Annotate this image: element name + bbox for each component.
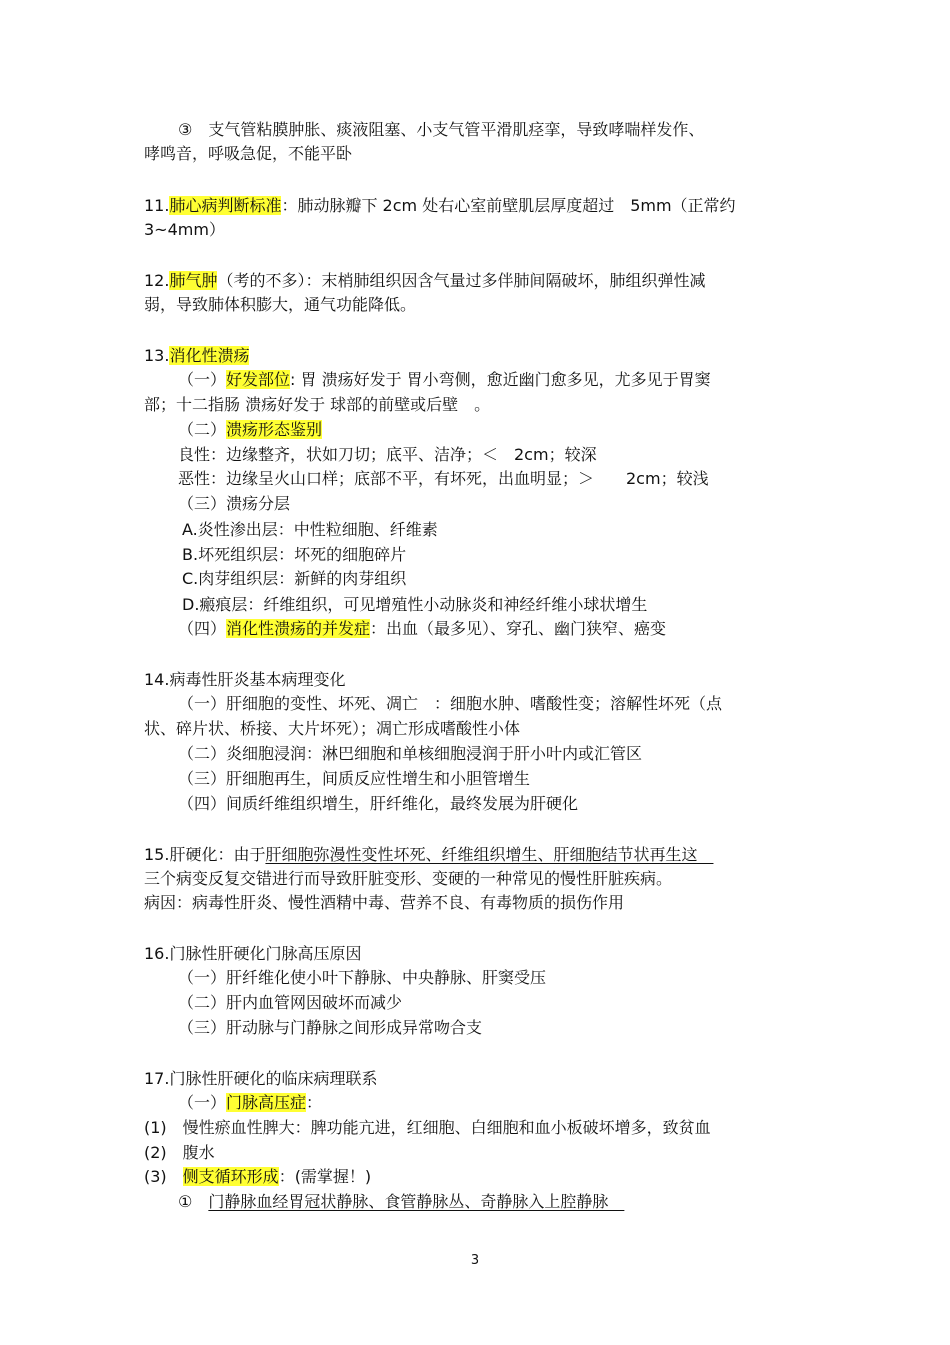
- underlined-text: 门静脉血经胃冠状静脉、食管静脉丛、奇静脉入上腔静脉: [208, 1192, 625, 1211]
- section-11: 11.肺心病判断标准：肺动脉瓣下 2cm 处右心室前壁肌层厚度超过 5mm（正常约: [144, 196, 736, 215]
- section-13-title: 13.消化性溃疡: [144, 346, 250, 365]
- text-line: (3) 侧支循环形成：(需掌握！): [144, 1167, 372, 1186]
- section-16-title: 16.门脉性肝硬化门脉高压原因: [144, 944, 362, 963]
- section-17-title: 17.门脉性肝硬化的临床病理联系: [144, 1069, 378, 1088]
- text-line: A.炎性渗出层：中性粒细胞、纤维素: [182, 520, 438, 539]
- text-line: 三个病变反复交错进行而导致肝脏变形、变硬的一种常见的慢性肝脏疾病。: [144, 869, 673, 888]
- highlight: 溃疡形态鉴别: [226, 420, 323, 439]
- highlight: 好发部位: [226, 370, 291, 389]
- highlight: 侧支循环形成: [182, 1167, 279, 1186]
- text-line: （一）肝纤维化使小叶下静脉、中央静脉、肝窦受压: [178, 968, 547, 987]
- text-line: 恶性：边缘呈火山口样；底部不平，有坏死，出血明显；＞ 2cm；较浅: [178, 469, 709, 488]
- section-14-title: 14.病毒性肝炎基本病理变化: [144, 670, 346, 689]
- section-15: 15.肝硬化：由于肝细胞弥漫性变性坏死、纤维组织增生、肝细胞结节状再生这: [144, 845, 714, 864]
- text-line: （一）好发部位: 胃 溃疡好发于 胃小弯侧，愈近幽门愈多见，尤多见于胃窦: [178, 370, 711, 389]
- text-line: （三）溃疡分层: [178, 494, 291, 513]
- text-line: C.肉芽组织层：新鲜的肉芽组织: [182, 569, 407, 588]
- underlined-text: 肝细胞弥漫性变性坏死、纤维组织增生、肝细胞结节状再生这: [265, 845, 714, 864]
- text-line: （一）肝细胞的变性、坏死、凋亡 ：细胞水肿、嗜酸性变；溶解性坏死（点: [178, 694, 723, 713]
- text-line: 哮鸣音，呼吸急促，不能平卧: [144, 144, 353, 163]
- text-line: （三）肝细胞再生，间质反应性增生和小胆管增生: [178, 769, 531, 788]
- highlight: 肺气肿: [169, 271, 218, 290]
- section-12: 12.肺气肿（考的不多）：末梢肺组织因含气量过多伴肺间隔破坏，肺组织弹性减: [144, 271, 706, 290]
- text-line: 3~4mm）: [144, 220, 225, 239]
- text-line: （二）肝内血管网因破坏而减少: [178, 993, 403, 1012]
- page-number: 3: [470, 1253, 480, 1268]
- text-line: 状、碎片状、桥接、大片坏死）；凋亡形成嗜酸性小体: [144, 719, 521, 738]
- text-line: （二）溃疡形态鉴别: [178, 420, 323, 439]
- highlight: 肺心病判断标准: [169, 196, 282, 215]
- text-line: 病因：病毒性肝炎、慢性酒精中毒、营养不良、有毒物质的损伤作用: [144, 893, 625, 912]
- text-line: （一）门脉高压症：: [178, 1093, 323, 1112]
- text-line: 良性：边缘整齐，状如刀切；底平、洁净；＜ 2cm；较深: [178, 445, 597, 464]
- text-line: ③ 支气管粘膜肿胀、痰液阻塞、小支气管平滑肌痉挛，导致哮喘样发作、: [178, 120, 705, 139]
- text-line: 部；十二指肠 溃疡好发于 球部的前壁或后壁 。: [144, 395, 491, 414]
- text-line: (1) 慢性瘀血性脾大：脾功能亢进，红细胞、白细胞和血小板破坏增多，致贫血: [144, 1118, 711, 1137]
- highlight: 消化性溃疡: [169, 346, 250, 365]
- text-line: （二）炎细胞浸润：淋巴细胞和单核细胞浸润于肝小叶内或汇管区: [178, 744, 643, 763]
- text-line: D.瘢痕层：纤维组织，可见增殖性小动脉炎和神经纤维小球状增生: [182, 595, 648, 614]
- highlight: 门脉高压症: [226, 1093, 307, 1112]
- highlight: 消化性溃疡的并发症: [226, 619, 371, 638]
- text-line: ① 门静脉血经胃冠状静脉、食管静脉丛、奇静脉入上腔静脉: [178, 1192, 625, 1211]
- text-line: （四）消化性溃疡的并发症：出血（最多见）、穿孔、幽门狭窄、癌变: [178, 619, 667, 638]
- text-line: 弱，导致肺体积膨大，通气功能降低。: [144, 295, 417, 314]
- text-line: （四）间质纤维组织增生，肝纤维化，最终发展为肝硬化: [178, 794, 579, 813]
- text-line: B.坏死组织层：坏死的细胞碎片: [182, 545, 407, 564]
- text-line: (2) 腹水: [144, 1143, 215, 1162]
- text-line: （三）肝动脉与门静脉之间形成异常吻合支: [178, 1018, 483, 1037]
